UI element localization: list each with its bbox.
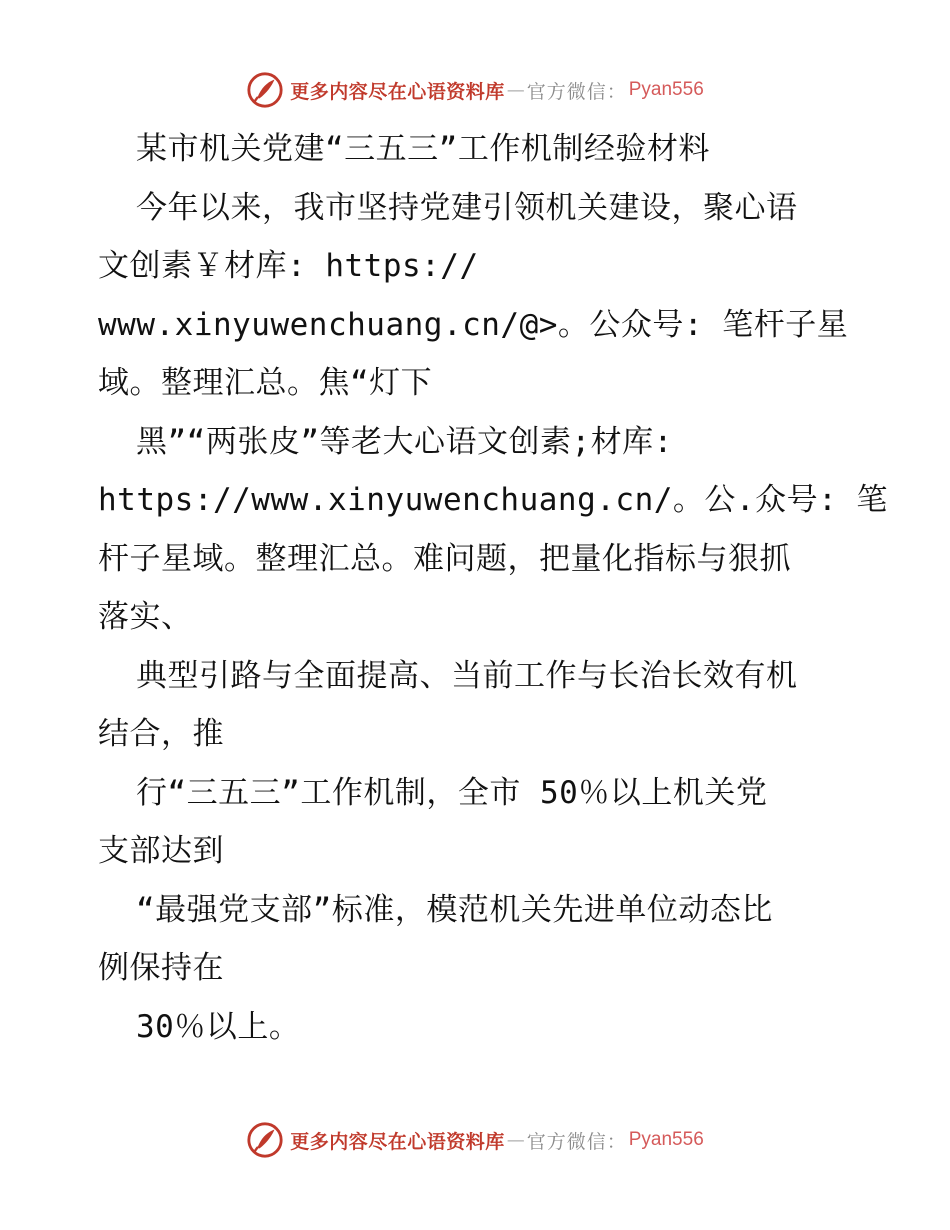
quill-logo-icon <box>246 71 284 109</box>
paragraph-line: 文创素￥材库: https:// <box>98 248 479 284</box>
header-site-text: 更多内容尽在心语资料库 <box>290 80 505 103</box>
paragraph-line: 例保持在 <box>98 950 224 986</box>
header-banner <box>0 68 950 112</box>
paragraph-line: https://www.xinyuwenchuang.cn/。公.众号: 笔 <box>98 482 888 518</box>
paragraph-line: 30％以上。 <box>136 1008 301 1045</box>
header-official-label: 官方微信： <box>526 80 627 103</box>
paragraph-line: 黑”“两张皮”等老大心语文创素;材库: <box>136 423 673 460</box>
paragraph-line: 域。整理汇总。焦“灯下 <box>98 365 433 401</box>
footer-account-id: Pyan556 <box>628 1129 704 1150</box>
footer-separator: — <box>506 1129 525 1151</box>
paragraph-line: 落实、 <box>98 599 193 635</box>
footer-official-label: 官方微信： <box>526 1130 627 1153</box>
quill-logo-icon <box>246 1121 284 1159</box>
paragraph-line: 今年以来，我市坚持党建引领机关建设，聚心语 <box>136 189 798 226</box>
paragraph-line: www.xinyuwenchuang.cn/@>。公众号: 笔杆子星 <box>98 306 849 343</box>
paragraph-line: “最强党支部”标准，模范机关先进单位动态比 <box>136 891 773 928</box>
paragraph-line: 杆子星域。整理汇总。难问题，把量化指标与狠抓 <box>98 540 791 577</box>
paragraph-line: 结合，推 <box>98 716 224 752</box>
paragraph-line: 支部达到 <box>98 833 224 869</box>
paragraph-line: 行“三五三”工作机制，全市 50％以上机关党 <box>136 774 768 811</box>
footer-site-text: 更多内容尽在心语资料库 <box>290 1130 505 1153</box>
paragraph-line: 典型引路与全面提高、当前工作与长治长效有机 <box>136 657 798 694</box>
header-separator: — <box>506 79 525 101</box>
footer-banner <box>0 1118 950 1162</box>
document-title: 某市机关党建“三五三”工作机制经验材料 <box>136 131 710 167</box>
document-body <box>98 120 888 1056</box>
header-account-id: Pyan556 <box>628 79 704 100</box>
